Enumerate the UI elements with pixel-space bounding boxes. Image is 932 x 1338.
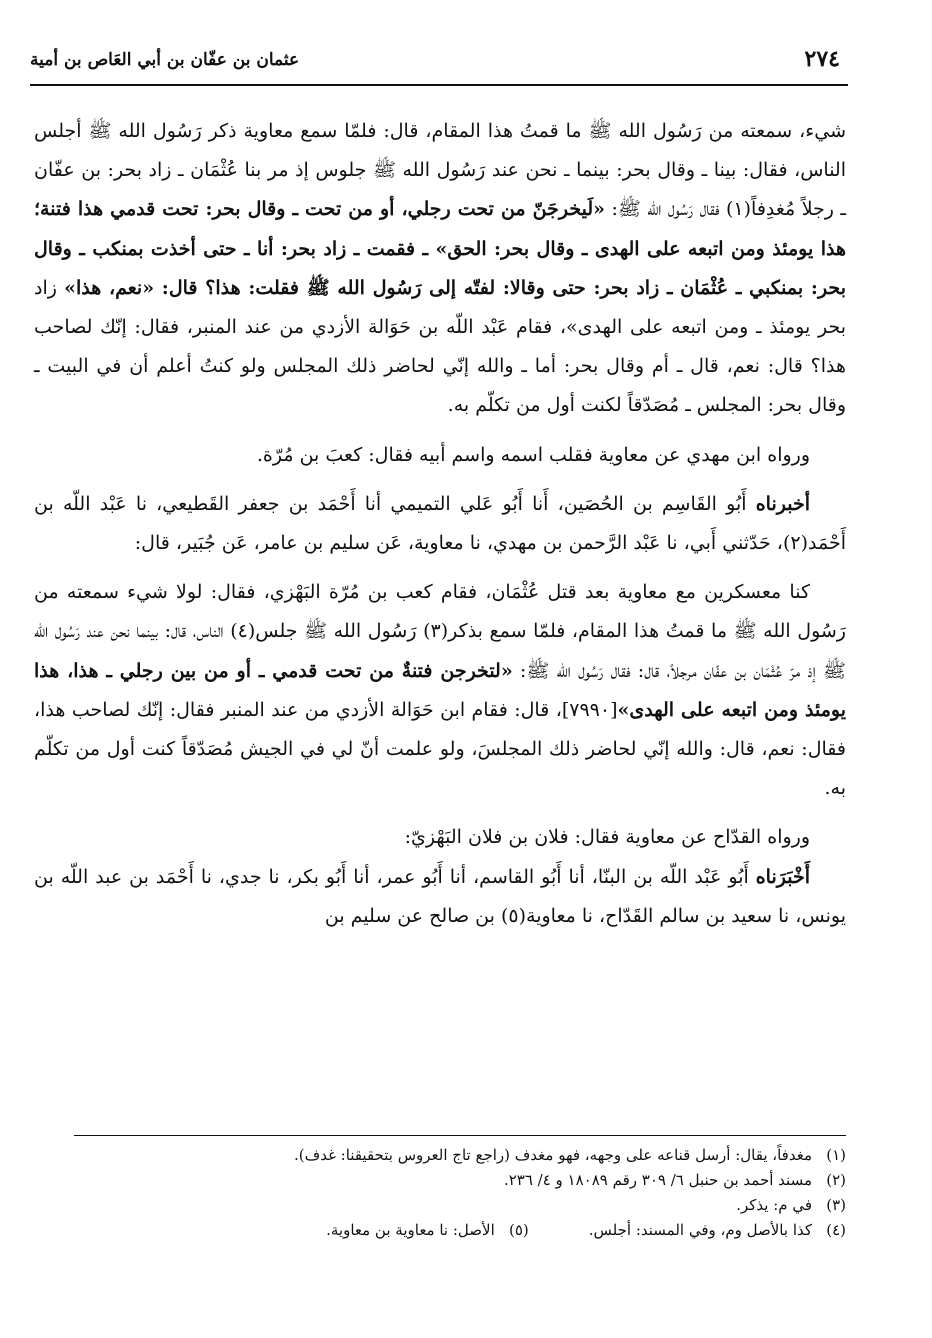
text-segment: فقال رَسُول الله ﷺ: <box>604 198 726 221</box>
paragraph <box>34 818 846 857</box>
text-segment: ورواه ابن مهدي عن معاوية فقلب اسمه واسم أبيه فقال: كعبَ بن مُرّة. <box>256 443 810 466</box>
bold-text-segment: أَخْبَرَناه <box>755 865 810 888</box>
paragraph <box>34 858 846 936</box>
header-rule <box>30 84 848 86</box>
footnote-rule <box>74 1135 846 1136</box>
text-segment: [٧٩٩٠] <box>561 698 618 721</box>
footnote-number: (١) <box>826 1146 846 1164</box>
bold-text-segment: أخبرناه <box>755 492 810 515</box>
paragraph <box>34 436 846 475</box>
footnote-text: في م: يذكر. <box>736 1196 812 1214</box>
text-segment: (٣) <box>423 620 449 643</box>
text-segment: بن صالح عن سليم بن <box>324 904 501 927</box>
page-header <box>30 46 848 86</box>
text-segment: الناس، قال: بينما نحن عند رَسُول الله ﷺ إذ مرّ عُثْمَان بن عفّان مرجلاً، قال: فقال رَسُول الله ﷺ: <box>34 620 846 682</box>
footnote-text: الأصل: نا معاوية بن معاوية. <box>326 1221 495 1239</box>
footnote-item <box>40 1193 846 1218</box>
text-segment: شيء، سمعته من رَسُول الله ﷺ ما قمتُ هذا المقام، قال: فلمّا سمع معاوية ذكر رَسُول الله ﷺ أجلس الناس، فقال: بينا ـ وقال بحر: بينما ـ نحن عند رَسُول الله ﷺ جلوس إذ مر بنا عُثْمَان ـ زاد بحر: بن عفّان ـ رجلاً مُغدِفاً <box>34 120 846 221</box>
text-segment: (١) <box>725 198 752 221</box>
footnote-number: (٤) <box>826 1221 846 1239</box>
body-text <box>34 112 846 936</box>
footnote-text: مغدفاً، يقال: أرسل قناعه على وجهه، فهو مغدف (راجع تاج العروس بتحقيقنا: غدف). <box>294 1146 812 1164</box>
footnote-item <box>40 1143 846 1168</box>
text-segment: (٢) <box>782 532 809 555</box>
footnote-number: (٢) <box>826 1171 846 1189</box>
text-segment: ، حَدّثني أَبي، نا عَبْد الرَّحمن بن مهدي، نا معاوية، عَن سليم بن عامر، عَن جُبَير، قال: <box>134 532 783 555</box>
footnote-item <box>40 1218 846 1243</box>
bold-text-segment: «لتخرجن فتنةٌ من تحت قدمي ـ أو من بين رجلي ـ هذا، هذا يومئذ ومن اتبعه على الهدى» <box>34 659 846 721</box>
text-segment: كنا معسكرين مع معاوية بعد قتل عُثْمَان، فقام كعب بن مُرّة البَهْزي، فقال: لولا شيء سمعته من رَسُول الله ﷺ ما قمتُ هذا المقام، فلمّا سمع بذكر <box>34 581 846 643</box>
footnotes <box>40 1143 846 1243</box>
paragraph <box>34 573 846 808</box>
bold-text-segment: «لَيخرجَنّ من تحت رجلي، أو من تحت ـ وقال بحر: تحت قدمي هذا فتنة؛ هذا يومئذ ومن اتبعه على الهدى ـ وقال بحر: الحق» ـ فقمت ـ زاد بحر: أنا ـ حتى أخذت بمنكب ـ وقال بحر: بمنكبي ـ عُثْمَان ـ زاد بحر: حتى وقالا: لفتّه إلى رَسُول الله ﷺ فقلت: هذا؟ قال: «نعم، هذا» <box>34 198 846 299</box>
paragraph <box>34 485 846 563</box>
running-title: عثمان بن عفّان بن أبي العَاص بن أمية <box>30 50 300 70</box>
footnote-text: كذا بالأصل وم، وفي المسند: أجلس. <box>588 1221 812 1239</box>
text-segment: زاد بحر يومئذ ـ ومن اتبعه على الهدى»، فقام عَبْد اللّه بن حَوَالة الأزدي من عند المنبر، فقال: إنّك لصاحب هذا؟ قال: نعم، قال ـ أم وقال بحر: أما ـ والله إنّي لحاضر ذلك المجلس ولو كنتُ أعلم أن في البيت ـ وقال بحر: المجلس ـ مُصَدّقاً لكنت أول من تكلّم به. <box>34 276 846 417</box>
text-segment: أَبُو القَاسِم بن الحُصَين، أَنا أَبُو عَلي التميمي أنا أَحْمَد بن جعفر القَطيعي، نا عَبْد اللّه بن أَحْمَد <box>34 492 846 555</box>
text-segment: ، قال: فقام ابن حَوَالة الأزدي من عند المنبر فقال: إنّك لصاحب هذا، فقال: نعم، قال: والله إنّي لحاضر ذلك المجلسَ، ولو علمت أنّ لي في الجيش مُصَدّقاً كنت أول من تكلّم به. <box>34 698 846 800</box>
page-number: ٢٧٤ <box>804 46 840 72</box>
footnote-number: (٥) <box>508 1221 529 1239</box>
footnote-item <box>40 1168 846 1193</box>
paragraph <box>34 112 846 426</box>
footnote-number: (٣) <box>826 1196 846 1214</box>
text-segment: (٤) <box>230 620 256 643</box>
text-segment: أَبُو عَبْد اللّه بن البنّا، أنا أَبُو القاسم، أنا أَبُو عمر، أنا أَبُو بكر، نا جدي، نا أَحْمَد بن عبد اللّه بن يونس، نا سعيد بن سالم القَدّاح، نا معاوية <box>34 865 846 927</box>
text-segment: (٥) <box>500 904 527 927</box>
text-segment: ورواه القدّاح عن معاوية فقال: فلان بن فلان البَهْزيّ: <box>404 826 810 849</box>
footnote-text: مسند أحمد بن حنبل ٦/ ٣٠٩ رقم ١٨٠٨٩ و ٤/ ٢٣٦. <box>503 1171 812 1189</box>
text-segment: رَسُول الله ﷺ جلس <box>255 620 424 643</box>
